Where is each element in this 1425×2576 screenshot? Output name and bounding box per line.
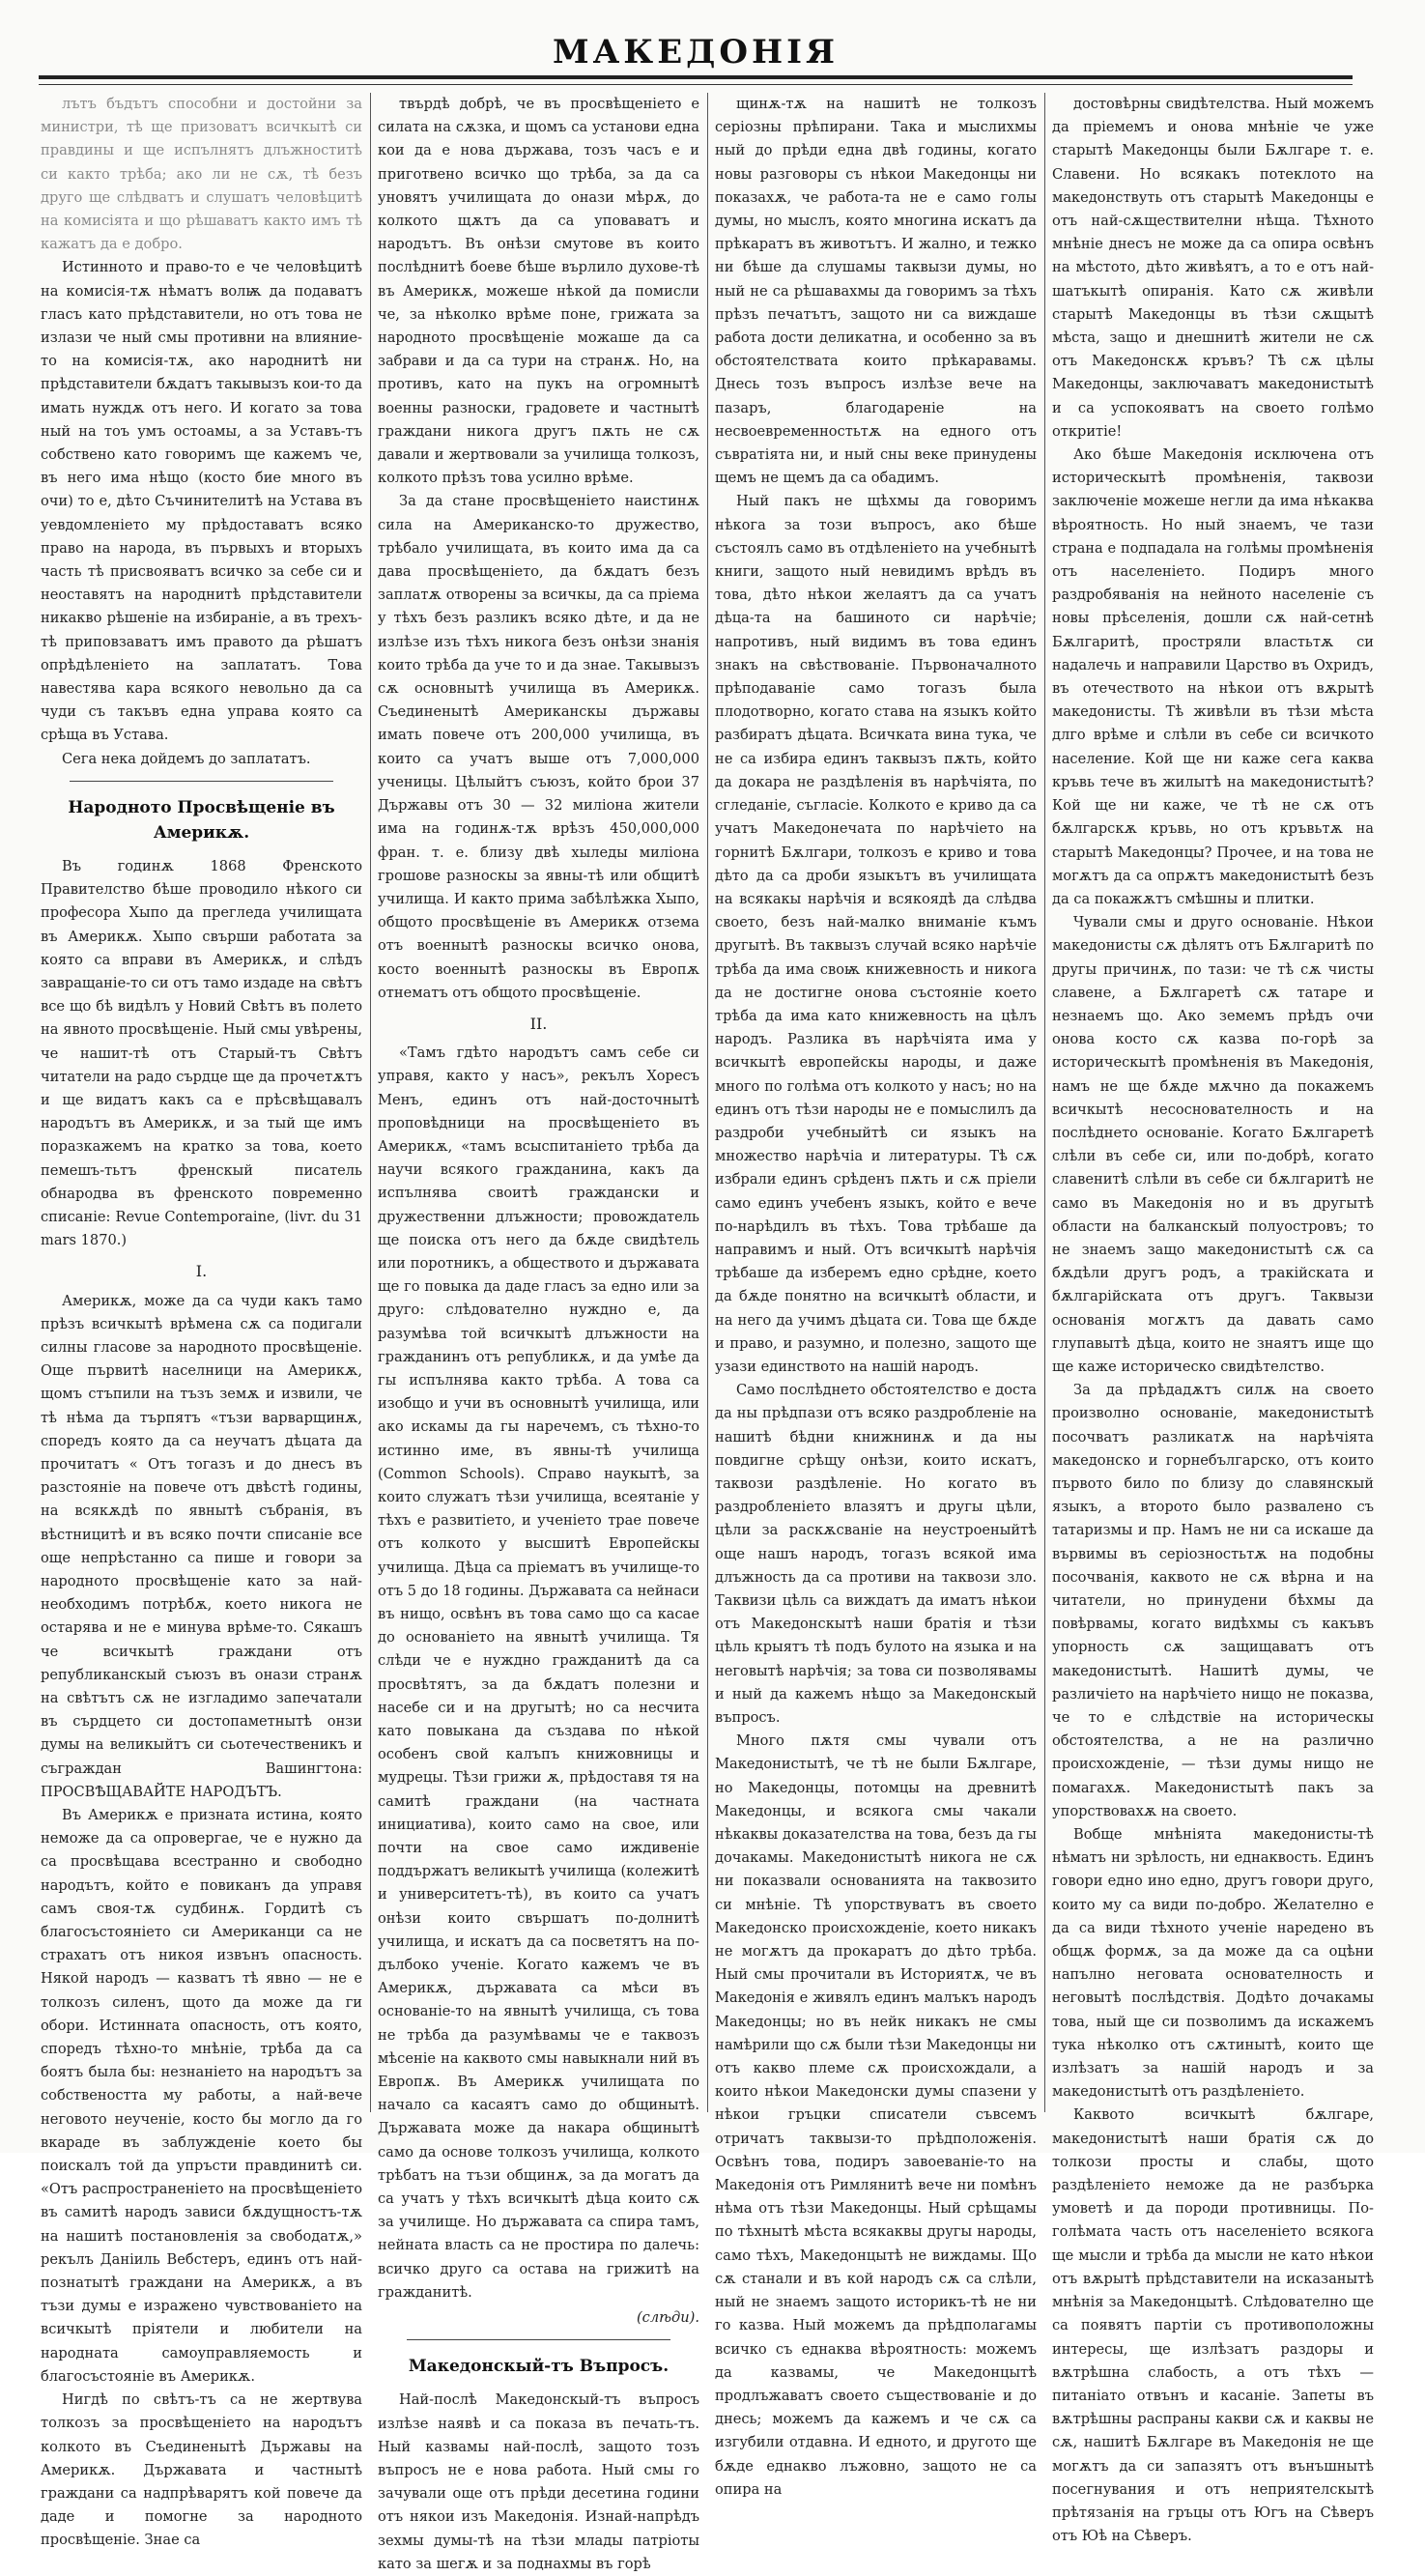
column-divider [707, 93, 708, 2112]
column-divider [370, 93, 371, 2112]
article-paragraph: лътъ бъдътъ способни и достойни за министри, тѣ ще призоватъ всичкытѣ си правдины и ще испълнятъ длъжноститѣ си както трѣба; ако ли не сѫ, тѣ безъ друго ще слѣдватъ и слушатъ человѣцитѣ на комисіята и що рѣшаватъ както имъ тѣ кажатъ да е добро. [41, 96, 362, 253]
article-paragraph: Само послѣднето обстоятелство е доста да ны прѣдпази отъ всяко раздробленіе на нашитѣ бѣдни книжнинѫ и да ны повдигне срѣщу онѣзи, които искатъ, таквози раздѣленіе. Но когато въ раздробленіето влазятъ и другы цѣли, цѣли за раскѫсваніе на неустроеныйтѣ още нашъ народъ, тогазъ всякой има длъжность да са противи на таквози зло. Таквизи цѣль са виждатъ да иматъ нѣкои отъ Македонскытѣ наши братія и тѣзи цѣль крыятъ тѣ подъ булото на языка и на неговытѣ нарѣчія; за това си позволявамы и ный да кажемъ нѣщо за Македонскый въпросъ. [715, 1382, 1037, 1727]
article-paragraph: Най-послѣ Македонскый-тъ въпросъ излѣзе наявѣ и са показа въ печать-тъ. Ный казвамы най-послѣ, защото тозъ въпросъ не е нова работа. Ный смы го зачували още отъ прѣди десетина години отъ някои изъ Македонія. Изнай-напрѣдъ зехмы думы-тѣ на тѣзи млады патріоты като за шегѫ и за поднахмы въ горѣ [378, 2391, 699, 2572]
article-paragraph: Въ Америкѫ е признатa истина, която неможе да са опровергае, че е нужно да са просвѣщава всестранно и свободно народътъ, който е повиканъ да управя самъ своя-тѫ судбинѫ. Гордитѣ съ благосъстоянiето си Американци са не страхатъ отъ никоя извънъ опасность. Някой народъ — казватъ тѣ явно — не е толкозъ силенъ, щото да може да ги обори. Истинната опасность, отъ която, споредъ тѣхно-то мнѣніе, трѣба да са боятъ была бы: незнаніето на народътъ за собствеността му работы, а най-вече неговото неученіе, косто бы могло да го вкараде въ заблужденіе което бы поискалъ той да упръсти правдинитѣ си. «Отъ распространеніето на просвѣщеніето въ самитѣ народъ зависи бѫдущностъ-тѫ на нашитѣ постановленія за свободатѫ,» рекълъ Даніиль Вебстеръ, единъ отъ най-познатытѣ граждани на Америкѫ, а въ тъзи думы е изражено чувствованіето на всичкытѣ прiятели и любители на народната самоуправляемость и благосъстояніе въ Америкѫ. [41, 1807, 362, 2385]
section-number: I. [195, 1262, 208, 1281]
article-heading: Македонскый-тъ Въпросъ. [408, 2357, 670, 2377]
article-paragraph: Ный пакъ не щѣхмы да говоримъ нѣкога за този въпросъ, ако бѣше състоялъ само въ отдѣленіето на учебнытѣ книги, защото ный невидимъ врѣдъ въ това, дѣто нѣкои желаятъ да са учатъ дѣца-та на башиното си нарѣчіе; напротивъ, ный видимъ въ това единъ знакъ на свѣствованіе. Първоначалното прѣподаваніе само тогазъ была плодотворно, когато става на языкъ който разбиратъ дѣцата. Всичката вина тука, че не са избира единъ таквызъ пѫть, който да докара не раздѣленія въ нарѣчіята, по сгледаніе, съгласіе. Колкото е криво да са учатъ Македонечата по нарѣчіето на горнитѣ Бѫлгари, толкозъ е криво и това дѣто да са дроби языкътъ въ училищата на всякакы нарѣчія и всякоядѣ да слѣдва своето, безъ най-малко вниманіе къмъ другытѣ. Въ таквызъ случай всяко нарѣчіе трѣба да има своѭ книжевность и никога да не достигне онова състояніе което трѣба да има като книжевность на цѣлъ народъ. Разлика въ нарѣчіята има у всичкытѣ европейскы народы, и даже много по голѣма отъ колкото у насъ; но на единъ отъ тѣзи народы не е помыслилъ да раздроби учебныйтѣ си языкъ на множество нарѣчіа и литературы. Тѣ сѫ избрали единъ срѣденъ пѫть и сѫ пріели само единъ учебенъ языкъ, който е вече по-нарѣдилъ въ тѣхъ. Това трѣбаше да направимъ и ный. Отъ всичкытѣ нарѣчія трѣбаше да изберемъ едно срѣдне, което да бѫде понятно на всичкытѣ области, и на него да учимъ дѣцата си. Това ще бѫде и право, и разумно, и полезно, защото ще узази единството на нашiй народъ. [715, 493, 1037, 1375]
masthead-title: МАКЕДОНІЯ [552, 33, 840, 72]
article-paragraph: Америкѫ, може да са чуди какъ тамо прѣзъ всичкытѣ врѣмена сѫ са подигали силны гласове за народното просвѣщеніе. Още първитѣ населници на Америкѫ, щомъ стъпили на тъзъ земѫ и извили, че тѣ нѣма да търпятъ «тъзи варварщинѫ, споредъ която да са неучатъ дѣцата да прочитатъ « Отъ тогазъ и до днесъ въ разстоянie на повече отъ двѣстѣ годины, на всякѫдѣ по явнытѣ събранія, въ вѣстницитѣ и въ всяко почти списаніе все още непрѣстанно са пише и говори за народното просвѣщеніе като за най-необходимъ потрѣбѫ, което никога не остарява и не е минува врѣме-то. Сякашъ че всичкытѣ граждани отъ републиканскый съюзъ въ онази странѫ на свѣтътъ сѫ не изгладимо запечатали въ сърдцето си достопаметнытѣ онзи думы на великыйтъ си сьотечественикъ и съграждан Вашингтона: ПРОСВѢЩАВАЙТЕ НАРОДЪТЪ. [41, 1292, 362, 1800]
article-paragraph: За да прѣдадѫтъ силѫ на своето произволно основаніе, македонистытѣ посочватъ разликатѫ на нарѣчіята македонско и горнебългарско, отъ които първото било по близу до славянскый языкъ, а второто было развалено съ татаризмы и пр. Намъ не ни са искаше да вървимы въ серіозностьтѫ на подобны посочванія, каквото не сѫ вѣрна и на читатели, но принудени бѣхмы да повѣрвамы, когато видѣхмы съ какъвъ упорность сѫ защищаватъ отъ македонистытѣ. Нашитѣ думы, че различіето на нарѣчіето нищо не показва, че то е слѣдствіе на историческы обстоятелства, а не на различно происхожденіе, — тѣзи думы нищо не помагахѫ. Македонистытѣ пакъ за упорствовахѫ на своето. [1052, 1382, 1374, 1819]
article-paragraph: «Тамъ гдѣто народътъ самъ себе си управя, както у насъ», рекълъ Хоресъ Менъ, единъ отъ най-досточнытѣ проповѣдници на просвѣщеніето въ Америкѫ, «тамъ всыспитаніето трѣба да научи всякого гражданина, какъ да испълнява своитѣ граждански и дружественни длъжности; провождатель ще поиска отъ него да бѫде свидѣтель или поротникъ, а обществото и държавата ще го повыка да даде гласъ за едно или за друго: слѣдователно нуждно е, да разумѣва той всичкытѣ длъжности на гражданинъ отъ републикѫ, и да умѣе да гы испълнява както трѣба. А това са изобщо и учи въ основнытѣ училища, или ако искамы да гы наречемъ, съ тѣхно-то истинно име, въ явны-тѣ училища (Common Schools). Справо наукытѣ, за които служатъ тѣзи училища, всеятаніе у тѣхъ е развитіето, и ученіето трае повече отъ колкото у высшитѣ Европейскы училища. Дѣца са пріематъ въ училище-то отъ 5 до 18 годины. Държавата са нейнаси въ нищо, освѣнъ въ това само що са касае до основаніето на явнытѣ училища. Тя слѣди че е нуждно гражданитѣ да са просвѣтятъ, за да бѫдатъ полезни и насебе си и на другытѣ; но са несчита като повыкана да създава по нѣкой особенъ свой калъпъ книжовницы и мудрецы. Тѣзи грижи ѫ, прѣдоставя тя на самитѣ граждани (на частната инициатива), които само на свое, или почти на свое само иждивеніе поддържатъ великытѣ училища (колежитѣ и университетъ-тѣ), въ които са учатъ онѣзи които свършатъ по-долнитѣ училища, и искатъ да са посветятъ на по-дълбоко ученіе. Когато кажемъ че въ Америкѫ, държавата са мѣси въ основаніе-то на явнытѣ училища, съ това не трѣба да разумѣвамы че е таквозъ мѣсеніе на каквото смы навыкнали ний въ Европѫ. Въ Америкѫ училищата по начало са касаятъ само до общинытѣ. Държавата може да накара общинытѣ само да основе толкозъ училища, колкото трѣбатъ на тъзи общинѫ, за да могатъ да са учатъ у тѣхъ всичкытѣ дѣца които сѫ за училище. Но държавата са спира тамъ, нейната власть са не простира по далечь: всичко друго са остава на грижитѣ на гражданитѣ. [378, 1045, 699, 2301]
section-rule [407, 2339, 670, 2340]
article-paragraph: Ако бѣше Македонія исключена отъ историческытѣ промѣненія, таквози заключеніе можеше негли да има нѣкаква вѣроятность. Но ный знаемъ, че тази страна е подпадала на голѣмы промѣненія отъ населеніето. Подиръ много раздробяванія на нейното населеніе съ новы прѣселенія, дошли сѫ най-сетнѣ Бѫлгаритѣ, простряли властьтѫ си надалечь и направили Царство въ Охридъ, въ отечеството на нѣкои отъ вѫрытѣ македонисты. Тѣ живѣли въ тѣзи мѣста длго врѣме и слѣли въ себе си всичкото население. Кой ще ни каже сега каква кръвь тече въ жилытѣ на македонистытѣ? Кой ще ни каже, че тѣ не сѫ отъ бѫлгарскѫ кръвь, но отъ кръвьтѫ на старытѣ Македонцы? Прочее, и на това не могѫтъ да са опрѫтъ македонистытѣ безъ да са покажѫтъ смѣшны и плитки. [1052, 446, 1374, 907]
article-heading: Народното Просвѣщеніе въ Америкѫ. [68, 797, 335, 843]
article-paragraph: Много пѫтя смы чували отъ Македонистытѣ, че тѣ не были Бѫлгаре, но Македонцы, потомцы на древнитѣ Македонцы, и всякога смы чакали нѣкаквы доказателства на това, безъ да гы дочакамы. Македонистытѣ никога не сѫ ни показвали основанията на таквозито си мнѣніе. Тѣ упорствуватъ въ своето Македонско происхожденіе, което никакъ не могѫтъ да прокаратъ до дѣто трѣба. Ный смы прочитали въ Историятѫ, че въ Македонія е живялъ единъ малъкъ народъ Македонцы; но въ нейк никакъ не смы намѣрили що сѫ были тѣзи Македонцы ни отъ какво племе сѫ происхождали, а които нѣкои Македонски думы спазени у нѣкои гръцки списатели съвсемъ отричатъ таквызи-то прѣдположенія. Освѣнъ това, подиръ завоеваніе-то на Македонія отъ Римлянитѣ вече ни помѣнъ нѣма отъ тѣзи Македонцы. Ный срѣщамы по тѣхнытѣ мѣста всякаквы другы народы, само тѣхъ, Македонцытѣ не виждамы. Що сѫ станали и въ кой народъ сѫ са слѣли, ный не знаемъ защото историкъ-тѣ не ни го казва. Ный можемъ да прѣдполагамы всичко съ еднаква вѣроятность: можемъ да казвамы, че Македонцытѣ продлъжаватъ своето съществованіе и до днесь; можемъ да кажемъ и че сѫ са изгубили отдавна. И едното, и другото ще бѫде еднакво лъжовно, защото не са опира на [715, 1732, 1037, 2498]
column-1 [41, 93, 362, 2549]
article-paragraph: Сега нека дойдемъ до заплататъ. [62, 750, 311, 767]
article-paragraph: Каквото всичкытѣ бѫлгаре, македонистытѣ наши братія сѫ до толкози просты и слабы, щото раздѣленіето неможе да не разбърка умоветѣ и да породи противницы. По-голѣмата часть отъ населеніето всякога ще мысли и трѣба да мысли не като нѣкои отъ вѫрытѣ прѣдставители на исказанытѣ мнѣнія за Македонцытѣ. Слѣдователно ще са появятъ партіи съ противоположны интересы, ще излѣзатъ раздоры и вѫтрѣшна слабость, а отъ тѣхъ — питаніато отвънъ и касаніе. Запеты въ вѫтрѣшны распраны какви сѫ и каквы не сѫ, нашитѣ Бѫлгаре въ Македонія не ще могѫтъ да си запазятъ отъ вънъшнытѣ посегнувания и отъ неприятелскытѣ прѣтязанія на гръцы отъ Югъ на Сѣверъ отъ Юѣ на Сѣверъ. [1052, 2106, 1374, 2545]
column-divider [1044, 93, 1045, 2112]
article-paragraph: Въ годинѫ 1868 Френското Правителство бѣше проводило нѣкого си професора Хыпо да прегледа училищата въ Америкѫ. Хыпо свърши работата за която са вправи въ Америкѫ, и слѣдъ завращаніе-то си отъ тамо издаде на свѣтъ все що бѣ видѣлъ у Новий Свѣтъ въ полето на явното просвѣщеніе. Ный смы увѣрены, че нашит-тѣ отъ Старый-тъ Свѣтъ читатели на радо сърдце ще да прочетѫтъ и ще видатъ какъ са е прѣсвѣщавалъ народътъ въ Америкѫ, и за тый ще имъ поразкажемъ на кратко за това, което пемешъ-тьтъ френскый писатель обнародва въ френското повременно списаніе: Revue Contemporaine, (livr. du 31 mars 1870.) [41, 857, 362, 1249]
section-rule [70, 781, 333, 782]
article-paragraph: За да стане просвѣщеніето наистинѫ сила на Американско-то дружество, трѣбало училищата, въ които има да са дава просвѣщеніето, да бѫдатъ безъ заплатѫ отворены за всичкы, да са пріема у тѣхъ безъ разликъ всяко дѣте, и да не излѣзе изъ тѣхъ никога безъ онѣзи знанія които трѣба да уче то и да знае. Такывызъ сѫ основнытѣ училища въ Америкѫ. Съединенытѣ Американскы държавы имать повече отъ 200,000 училища, въ които са учатъ выше отъ 7,000,000 ученицы. Цѣлыйтъ съюзъ, който брои 37 Държавы отъ 30 — 32 миліона жители има на годинѫ-тѫ врѣзъ 450,000,000 фран. т. е. близу двѣ хыледы миліона грошове разноскы за явны-тѣ или общитѣ училища. И както прима забѣлѣжка Хыпо, общото просвѣщеніе въ Америкѫ отзема отъ военнытѣ разноскы всичко онова, косто военнытѣ разноскы въ Европѫ отнематъ отъ общото просвѣщеніе. [378, 493, 699, 1001]
article-paragraph: Истинното и право-то е че человѣцитѣ на комисія-тѫ нѣматъ волѭ да подаватъ гласъ като прѣдставители, но отъ това не излази че ный смы противни на влияние-то на комисія-тѫ, ако народнитѣ ни прѣдставители бѫдатъ такывызъ кои-то да имать нуждѫ отъ него. И когато за това ный на тоъ умъ остоамы, а за Уставъ-тъ собствено като говоримъ ще кажемъ че, въ него има нѣщо (косто бие много въ очи) то е, дѣто Съчинителитѣ на Устава въ уевдомленіето му прѣдоставатъ всяко право на народа, въ първыхъ и вторыхъ часть тѣ присвояватъ всичко за себе си и неоставятъ на народнитѣ прѣдставители никакво рѣшеніе на избираніе, а въ трехъ-тѣ приповзаватъ имъ правото да рѣшатъ опрѣдѣленіето на заплататъ. Това навестява кара всякого невольно да са чуди съ такъвъ една управа която са срѣща въ Устава. [41, 259, 362, 744]
article-paragraph: Нигдѣ по свѣтъ-тъ са не жертвува толкозъ за просвѣщеніето на народътъ колкото въ Съединенытѣ Държавы на Америкѫ. Държавата и частнытѣ граждани са надпрѣварятъ кой повече да даде и помогне за народното просвѣщеніе. Знае са [41, 2391, 362, 2549]
column-3 [715, 93, 1037, 2498]
article-paragraph: щинѫ-тѫ на нашитѣ не толкозъ серіозны прѣпирани. Така и мыслихмы ный до прѣди една двѣ годины, когато новы разговоры съ нѣкои Македонцы ни показахѫ, че работа-та не е само голы думы, но мыслъ, която многина искатъ да прѣкаратъ въ животътъ. И жално, и тежко ни бѣше да слушамы таквызи думы, но ный не са рѣшавахмы да говоримъ за тѣхъ прѣзъ печатътъ, защото ни са виждаше работа дости деликатна, и особенно за въ обстоятелствата които прѣкаравамы. Днесь тозъ въпросъ излѣзе вече на пазаръ, благодареніе на несвоевременностьтѫ на едного отъ съвратіята ни, и ный сны веке принудены щемъ не щемъ да са обадимъ. [715, 96, 1037, 487]
article-paragraph: достовѣрны свидѣтелства. Ный можемъ да пріемемъ и онова мнѣніе че уже старытѣ Македонцы были Бѫлгаре т. е. Славени. Но всякакъ потеклото на македонствуть отъ старытѣ Македонцы е отъ най-сѫществителни нѣща. Тѣхното мнѣніе днесъ не може да са опира освѣнъ на мѣстото, дѣто живѣятъ, а то е отъ най-шатъкытѣ опиранія. Като сѫ живѣли старытѣ Македонцы въ тѣзи сѫщытѣ мѣста, защо и днешнитѣ жители не сѫ отъ Македонскѫ кръвъ? Тѣ сѫ цѣлы Македонцы, заключаватъ македонистытѣ и са успокояватъ на своето голѣмо откритіе! [1052, 96, 1374, 440]
article-paragraph: Вобще мнѣніята македонисты-тѣ нѣматъ ни зрѣлость, ни еднаквость. Единъ говори едно ино едно, другъ говори друго, които му са види по-добро. Желателно е да са види тѣхното ученіе наредено въ общѫ формѫ, за да може да са оцѣни напълно неговата основателность и неговытѣ послѣдствія. Додѣто дочакамы това, ный ще си позволимъ да искажемъ тука нѣколко отъ сѫтинытѣ, които ще излѣзатъ за нашiй народъ и за македонистытѣ отъ раздѣленіето. [1052, 1826, 1374, 2101]
column-4 [1052, 93, 1374, 2545]
masthead [39, 27, 1353, 81]
section-number: II. [529, 1014, 548, 1033]
masthead-rule [39, 75, 1353, 79]
continued-note: (слѣди). [636, 2309, 699, 2327]
column-2 [378, 93, 699, 2572]
masthead-rule-thin [39, 84, 1353, 85]
article-paragraph: Чували смы и друго основаніе. Нѣкои македонисты сѫ дѣлятъ отъ Бѫлгаритѣ по другы причинѫ, по тази: че тѣ сѫ чисты славене, а Бѫлгаретѣ сѫ татаре и незнаемъ що. Ако земемъ прѣдъ очи онова косто сѫ казва по-горѣ за историческытѣ промѣненія въ Македонія, намъ не ще бѫде мѫчно да покажемъ всичкытѣ несоснователность и на послѣднето основаніе. Когато Бѫлгаретѣ слѣли въ себе си, или по-добрѣ, когато славенитѣ слѣли въ себе си бѫлгаритѣ не само въ Македонія но и въ другытѣ области на балканскый полуостровъ; то не знаемъ защо македонистытѣ сѫ са бѫдѣли другъ родъ, а тракійската и бѫлгарійската отъ другъ. Таквызи основанія могѫтъ да давать само глупавытѣ дѣца, които не знаятъ ище що ще каже историческо свидѣтелство. [1052, 914, 1374, 1375]
article-paragraph: твърдѣ добрѣ, че въ просвѣщеніето е силата на сѫзка, и щомъ са установи една кои да е нова държава, тозъ часъ е и приготвено всичко що трѣба, за да са уновятъ училищата до онази мѣрѫ, до колкото щѫтъ да са уповаватъ и народътъ. Въ онѣзи смутове въ които послѣднитѣ боеве бѣше върлило духове-тѣ въ Америкѫ, можеше нѣкой да помисли че, за нѣколко врѣме поне, грижата за народното просвѣщеніе можаше да са забрави и да са тури на странѫ. Но, на противъ, като на пукъ на огромнытѣ военны разноски, градовете и частнытѣ граждани никога другъ пѫть не сѫ давали и жертвовали за училища толкозъ, колкото прѣзъ това усилно врѣме. [378, 96, 699, 487]
